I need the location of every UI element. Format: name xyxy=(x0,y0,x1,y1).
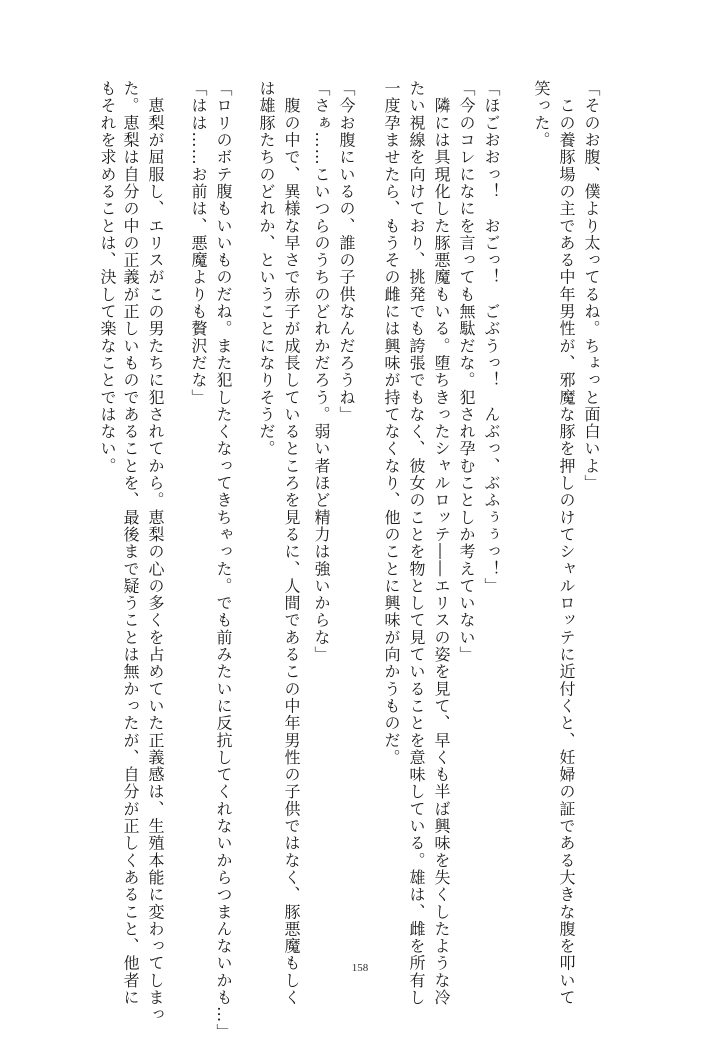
text-line: は雄豚たちのどれか、ということになりそうだ。 xyxy=(257,80,276,458)
text-line: 一度孕ませたら、もうその雌には興味が持てなくなり、他のことに興味が向かうものだ。 xyxy=(382,80,401,766)
page-number: 158 xyxy=(351,962,369,974)
text-line: 「さぁ……こいつらのうちのどれかだろう。弱い者ほど精力は強いからな」 xyxy=(312,80,331,664)
text-line: もそれを求めることは、決して楽なことではない。 xyxy=(98,80,117,475)
text-line: 「今お腹にいるの、誰の子供なんだろうね」 xyxy=(337,80,356,423)
text-line: 笑った。 xyxy=(532,80,551,149)
text-line: 「そのお腹、僕より太ってるね。ちょっと面白いよ」 xyxy=(582,80,601,492)
text-line: 隣には具現化した豚悪魔もいる。堕ちきったシャルロッテ――エリスの姿を見て、早くも半ば興味を失くしたような冷 xyxy=(432,80,451,1007)
text-line: 腹の中で、異様な早さで赤子が成長しているところを見るに、人間であるこの中年男性の子供ではなく、豚悪魔もしく xyxy=(282,80,301,1007)
text-line: 「今のコレになにを言っても無駄だな。犯され孕むことしか考えていない」 xyxy=(457,80,476,664)
text-line: 「ほごおおっ！ おごっ！ ごぶうっ！ んぶっ、ぶふぅぅっ！」 xyxy=(482,80,501,595)
text-line: この養豚場の主である中年男性が、邪魔な豚を押しのけてシャルロッテに近付くと、妊婦の証である大きな腹を叩いて xyxy=(557,80,576,1007)
text-line: たい視線を向けており、挑発でも誇張でもなく、彼女のことを物として見ていることを意味している。雄は、雌を所有し xyxy=(407,80,426,1007)
text-line: た。恵梨は自分の中の正義が正しいものであることを、最後まで疑うことは無かったが、自分が正しくあること、他者に xyxy=(121,80,140,1007)
text-line: 恵梨が屈服し、エリスがこの男たちに犯されてから。恵梨の心の多くを占めていた正義感は、生殖本能に変わってしまっ xyxy=(146,80,165,1024)
text-line: 「はは……お前は、悪魔よりも贅沢だな」 xyxy=(189,80,208,406)
text-line: 「ロリのボテ腹もいいものだね。また犯したくなってきちゃった。でも前みたいに反抗してくれないからつまんないかも…」 xyxy=(214,80,233,1040)
